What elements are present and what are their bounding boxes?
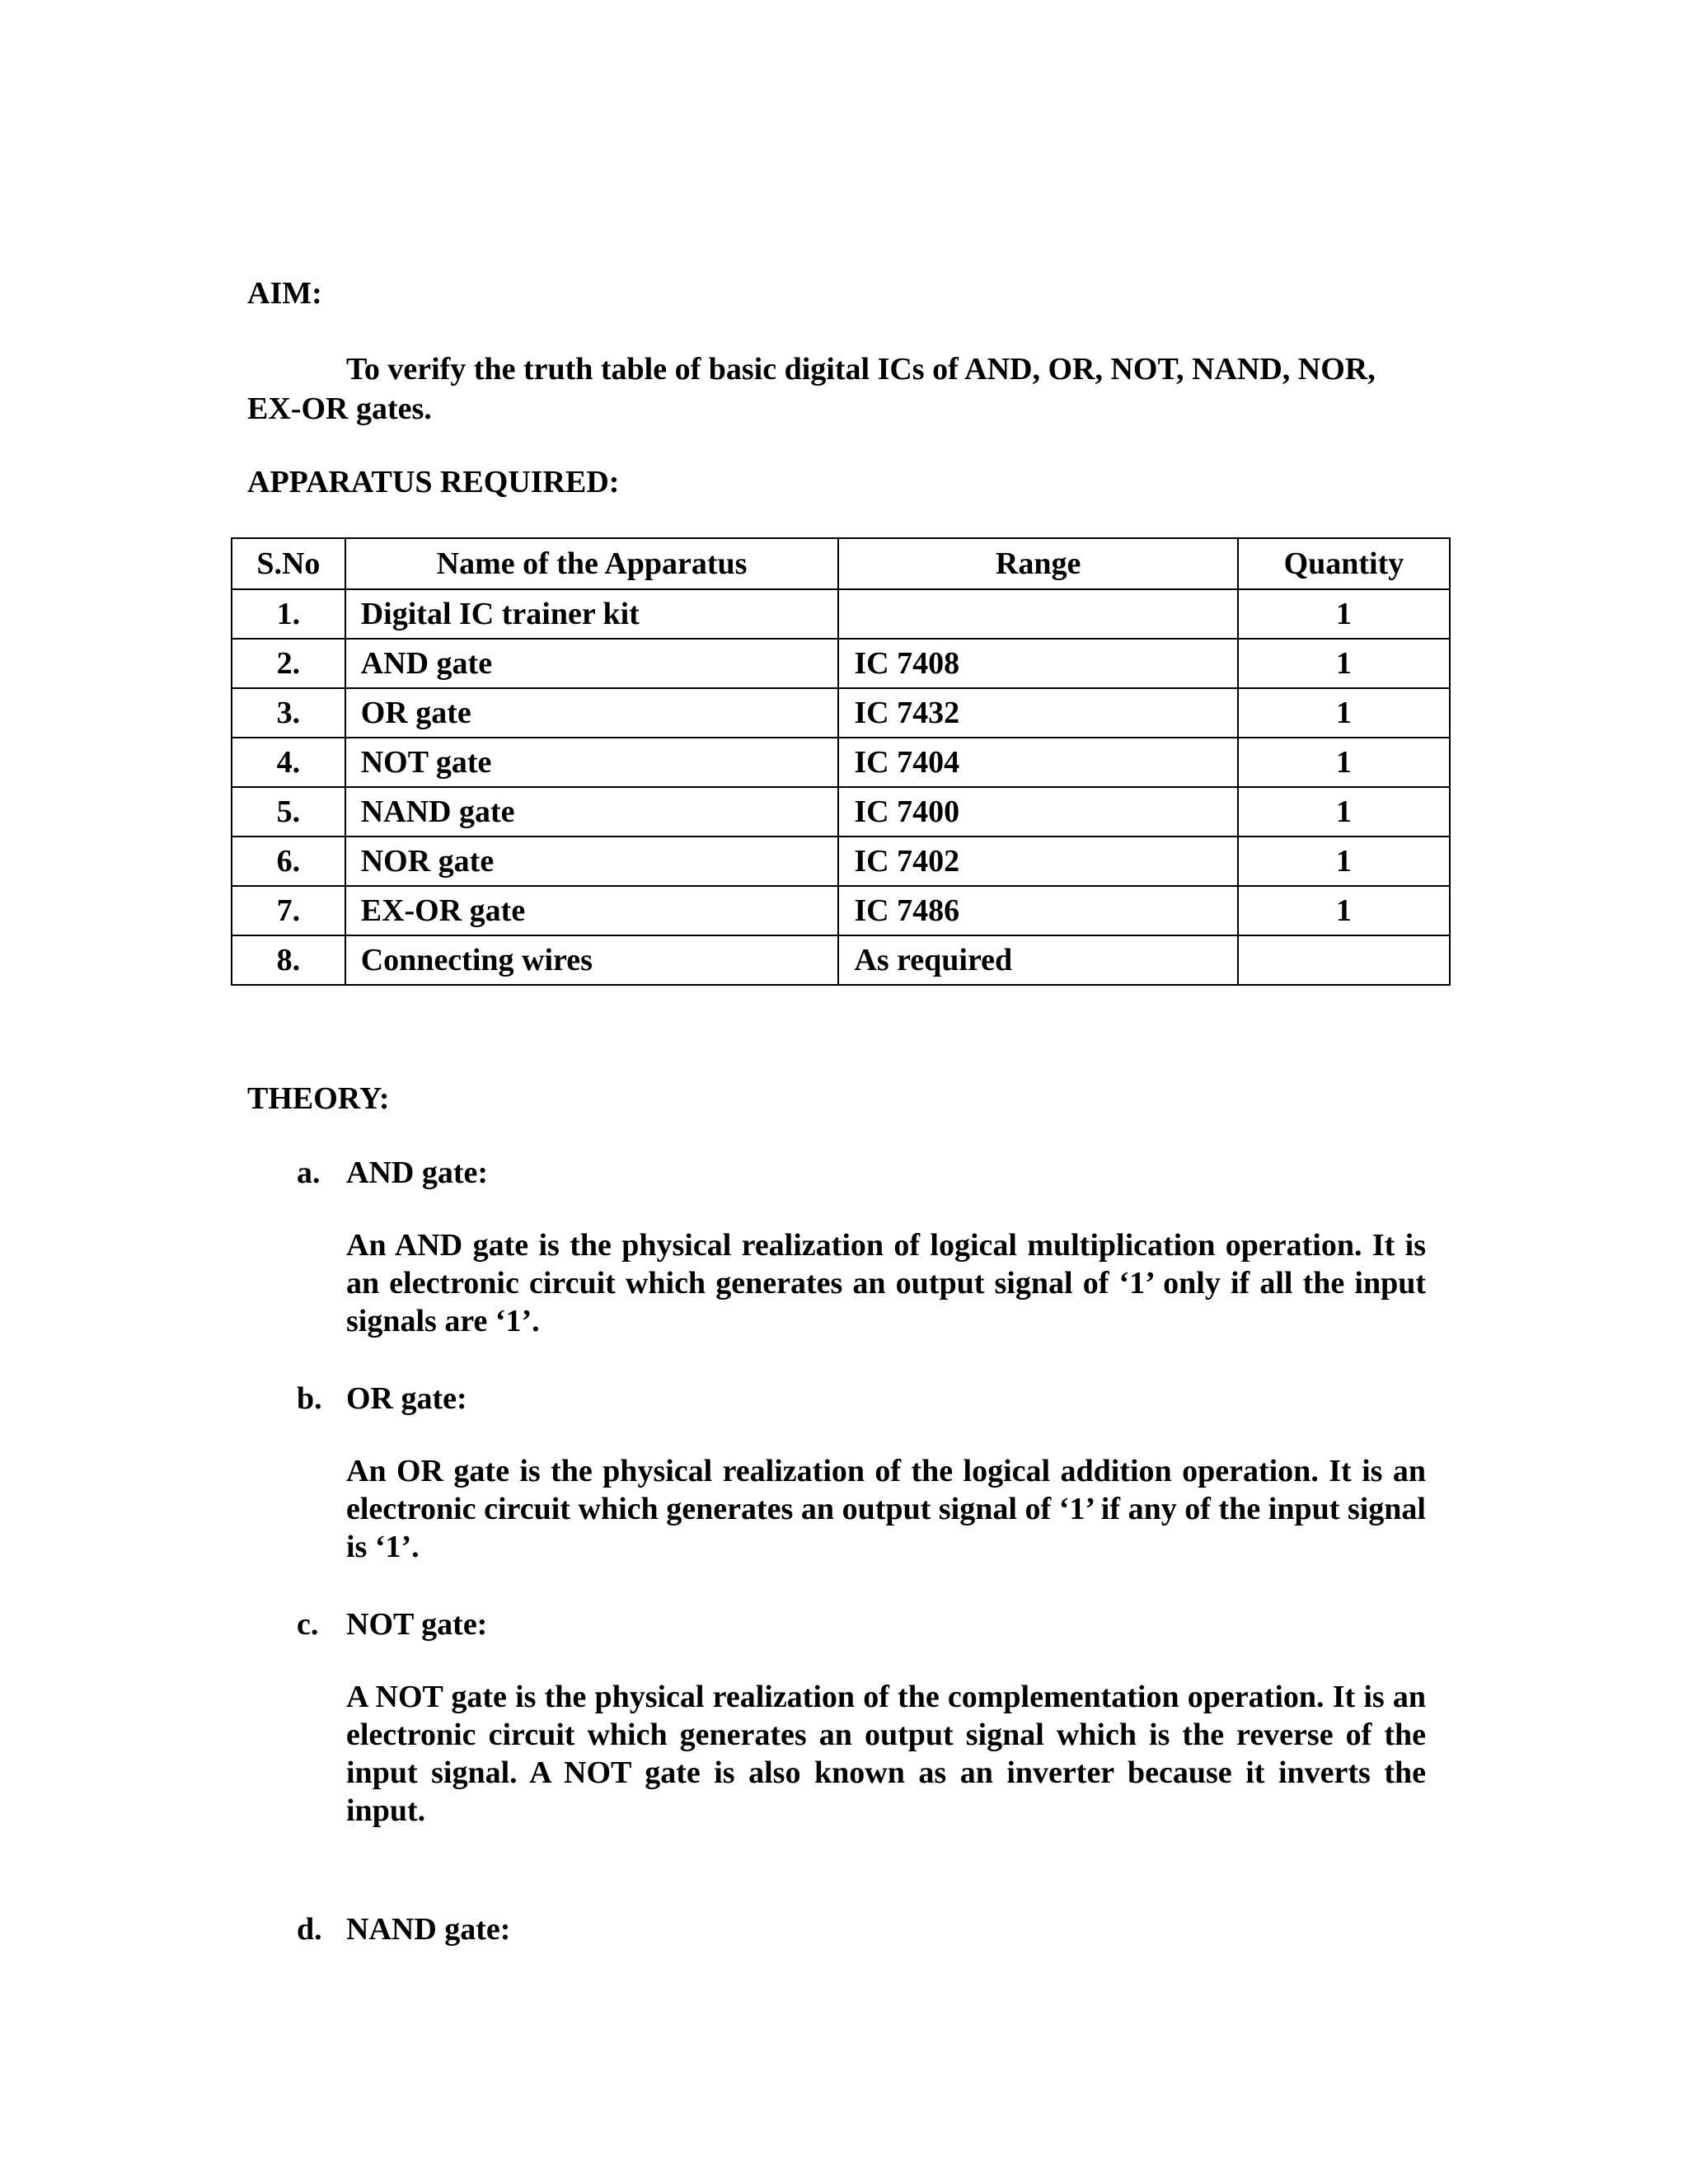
cell-quantity: [1238, 935, 1450, 985]
header-name: Name of the Apparatus: [345, 538, 839, 589]
cell-range: IC 7486: [838, 886, 1237, 935]
table-row: [232, 837, 1450, 886]
theory-item-and: [297, 1154, 1426, 1340]
cell-quantity: 1: [1238, 688, 1450, 738]
table-row: [232, 935, 1450, 985]
cell-range: As required: [838, 935, 1237, 985]
list-marker: a.: [297, 1155, 321, 1190]
cell-quantity: 1: [1238, 787, 1450, 837]
cell-name: Connecting wires: [345, 935, 839, 985]
table-row: [232, 589, 1450, 639]
theory-heading: THEORY:: [247, 1081, 390, 1116]
cell-sno: 7.: [232, 886, 345, 935]
list-marker: c.: [297, 1607, 319, 1642]
cell-range: IC 7408: [838, 639, 1237, 688]
cell-sno: 1.: [232, 589, 345, 639]
aim-text: To verify the truth table of basic digital ICs of AND, OR, NOT, NAND, NOR, EX-OR gates.: [247, 352, 1376, 426]
header-quantity: Quantity: [1238, 538, 1450, 589]
cell-name: OR gate: [345, 688, 839, 738]
table-row: [232, 639, 1450, 688]
theory-description: An AND gate is the physical realization of logical multiplication operation. It is an electronic circuit which generates an output signal of ‘1’ only if all the input signals are ‘1’.: [346, 1228, 1426, 1338]
apparatus-heading: APPARATUS REQUIRED:: [247, 465, 620, 499]
theory-title: OR gate:: [346, 1381, 467, 1416]
theory-title: NOT gate:: [346, 1607, 488, 1642]
theory-title: AND gate:: [346, 1155, 489, 1190]
theory-description: An OR gate is the physical realization of the logical addition operation. It is an electronic circuit which generates an output signal of ‘1’ if any of the input signal is ‘1’.: [346, 1454, 1426, 1564]
theory-item-or: [297, 1380, 1426, 1566]
cell-range: IC 7404: [838, 738, 1237, 787]
table-row: [232, 787, 1450, 837]
cell-range: [838, 589, 1237, 639]
theory-item-not: [297, 1605, 1426, 1830]
cell-sno: 4.: [232, 738, 345, 787]
table-row: [232, 738, 1450, 787]
cell-quantity: 1: [1238, 886, 1450, 935]
table-header-row: [232, 538, 1450, 589]
cell-quantity: 1: [1238, 837, 1450, 886]
cell-name: AND gate: [345, 639, 839, 688]
cell-name: Digital IC trainer kit: [345, 589, 839, 639]
cell-sno: 8.: [232, 935, 345, 985]
theory-title: NAND gate:: [346, 1912, 511, 1947]
cell-name: NOT gate: [345, 738, 839, 787]
cell-quantity: 1: [1238, 639, 1450, 688]
header-sno: S.No: [232, 538, 345, 589]
table-row: [232, 688, 1450, 738]
cell-range: IC 7402: [838, 837, 1237, 886]
list-marker: b.: [297, 1381, 322, 1416]
cell-name: EX-OR gate: [345, 886, 839, 935]
table-row: [232, 886, 1450, 935]
cell-range: IC 7400: [838, 787, 1237, 837]
cell-sno: 2.: [232, 639, 345, 688]
aim-heading: AIM:: [247, 276, 322, 311]
theory-description: A NOT gate is the physical realization of the complementation operation. It is an electronic circuit which generates an output signal which is the reverse of the input signal. A NOT gate is also known as an inverter because it inverts the input.: [346, 1680, 1426, 1828]
cell-name: NAND gate: [345, 787, 839, 837]
header-range: Range: [838, 538, 1237, 589]
cell-sno: 5.: [232, 787, 345, 837]
theory-item-nand: [297, 1910, 1426, 1948]
cell-name: NOR gate: [345, 837, 839, 886]
cell-sno: 3.: [232, 688, 345, 738]
apparatus-table: [231, 537, 1451, 986]
cell-quantity: 1: [1238, 589, 1450, 639]
cell-sno: 6.: [232, 837, 345, 886]
cell-quantity: 1: [1238, 738, 1450, 787]
list-marker: d.: [297, 1912, 322, 1947]
cell-range: IC 7432: [838, 688, 1237, 738]
